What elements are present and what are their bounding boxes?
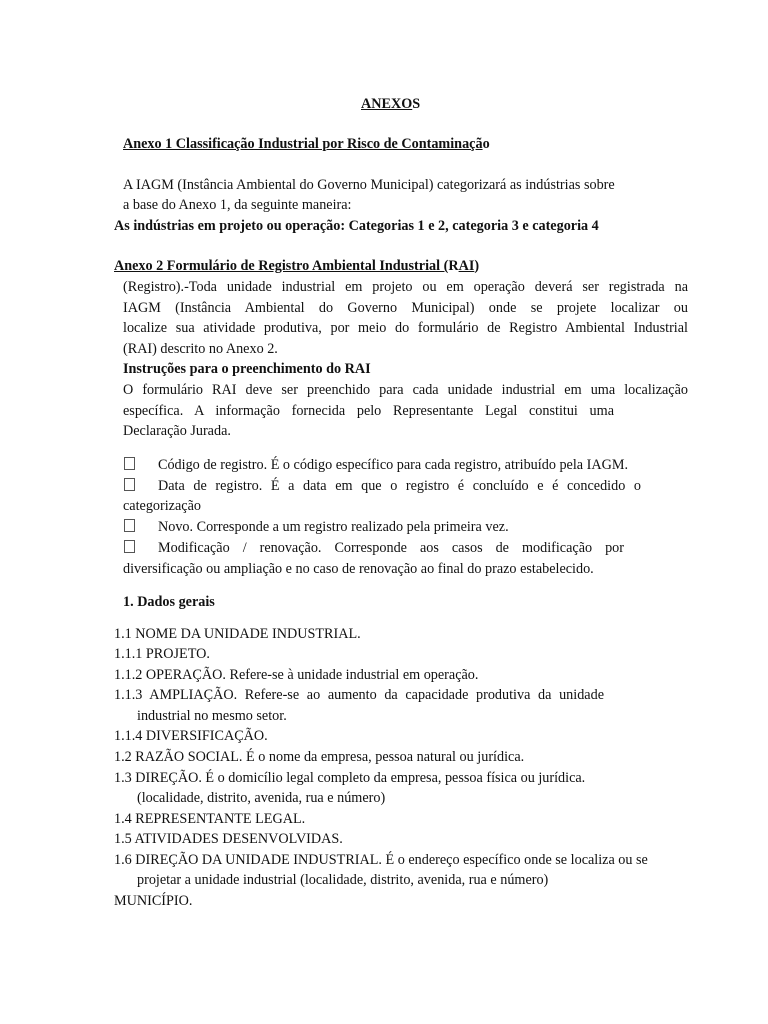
bullet-3-text: Novo. Corresponde a um registro realizado pela primeira vez. xyxy=(158,519,509,535)
annex2-heading-r: R xyxy=(448,258,459,274)
instructions-heading: Instruções para o preenchimento do RAI xyxy=(123,361,371,377)
dados-gerais-heading: 1. Dados gerais xyxy=(123,594,215,610)
list-item: 1.5 ATIVIDADES DESENVOLVIDAS. xyxy=(114,831,343,847)
bullet-box-icon xyxy=(124,455,135,476)
annex2-heading-rest: ) xyxy=(474,258,480,274)
bullet-2-continuation: categorização xyxy=(123,498,201,514)
annex1-paragraph-line-2: a base do Anexo 1, da seguinte maneira: xyxy=(123,197,352,213)
list-item-continuation: projetar a unidade industrial (localidade, distrito, avenida, rua e número) xyxy=(137,872,549,888)
annex2-heading-underlined-1: Anexo 2 Formulário de Registro Ambiental Industrial ( xyxy=(114,258,449,274)
list-item: 1.2 RAZÃO SOCIAL. É o nome da empresa, pessoa natural ou jurídica. xyxy=(114,749,525,765)
title-rest: S xyxy=(412,96,421,112)
instructions-line-1: O formulário RAI deve ser preenchido para cada unidade industrial em uma localização xyxy=(123,382,688,398)
page-title xyxy=(361,94,420,115)
list-item: 1.1.2 OPERAÇÃO. Refere-se à unidade industrial em operação. xyxy=(114,667,479,683)
bullet-2-text: Data de registro. É a data em que o registro é concluído e é concedido o xyxy=(158,478,641,494)
bullet-1-text: Código de registro. É o código específico para cada registro, atribuído pela IAGM. xyxy=(158,457,629,473)
list-item: 1.1.1 PROJETO. xyxy=(114,646,210,662)
annex2-heading xyxy=(114,256,479,277)
annex1-paragraph-line-1: A IAGM (Instância Ambiental do Governo Municipal) categorizará as indústrias sobre xyxy=(123,177,615,193)
instructions-line-3: Declaração Jurada. xyxy=(123,423,231,439)
list-item-continuation: (localidade, distrito, avenida, rua e número) xyxy=(137,790,386,806)
annex2-heading-underlined-2: AI xyxy=(458,258,475,274)
list-item: 1.4 REPRESENTANTE LEGAL. xyxy=(114,811,306,827)
list-item-continuation: industrial no mesmo setor. xyxy=(137,708,287,724)
list-item: 1.1.4 DIVERSIFICAÇÃO. xyxy=(114,728,268,744)
bullet-4-continuation: diversificação ou ampliação e no caso de renovação ao final do prazo estabelecido. xyxy=(123,561,594,577)
bullet-box-icon xyxy=(124,476,135,497)
annex1-heading xyxy=(123,134,490,155)
title-underlined: ANEXO xyxy=(361,96,413,112)
bullet-box-icon xyxy=(124,517,135,538)
annex2-line-1: (Registro).-Toda unidade industrial em projeto ou em operação deverá ser registrada na xyxy=(123,279,688,295)
annex2-line-4: (RAI) descrito no Anexo 2. xyxy=(123,341,278,357)
list-item: 1.1 NOME DA UNIDADE INDUSTRIAL. xyxy=(114,626,361,642)
list-item: 1.6 DIREÇÃO DA UNIDADE INDUSTRIAL. É o endereço específico onde se localiza ou se xyxy=(114,852,648,868)
list-item: 1.1.3 AMPLIAÇÃO. Refere-se ao aumento da capacidade produtiva da unidade xyxy=(114,687,604,703)
bullet-4-text: Modificação / renovação. Corresponde aos casos de modificação por xyxy=(158,540,624,556)
instructions-line-2: específica. A informação fornecida pelo Representante Legal constitui uma xyxy=(123,403,614,419)
bullet-box-icon xyxy=(124,538,135,559)
annex1-heading-rest: o xyxy=(482,136,490,152)
list-item: MUNICÍPIO. xyxy=(114,893,193,909)
annex1-heading-underlined: Anexo 1 Classificação Industrial por Risco de Contaminaçã xyxy=(123,136,483,152)
annex2-line-3: localize sua atividade produtiva, por meio do formulário de Registro Ambiental Industrial xyxy=(123,320,688,336)
annex1-categories-line: As indústrias em projeto ou operação: Categorias 1 e 2, categoria 3 e categoria 4 xyxy=(114,218,599,234)
list-item: 1.3 DIREÇÃO. É o domicílio legal completo da empresa, pessoa física ou jurídica. xyxy=(114,770,586,786)
annex2-line-2: IAGM (Instância Ambiental do Governo Municipal) onde se projete localizar ou xyxy=(123,300,688,316)
